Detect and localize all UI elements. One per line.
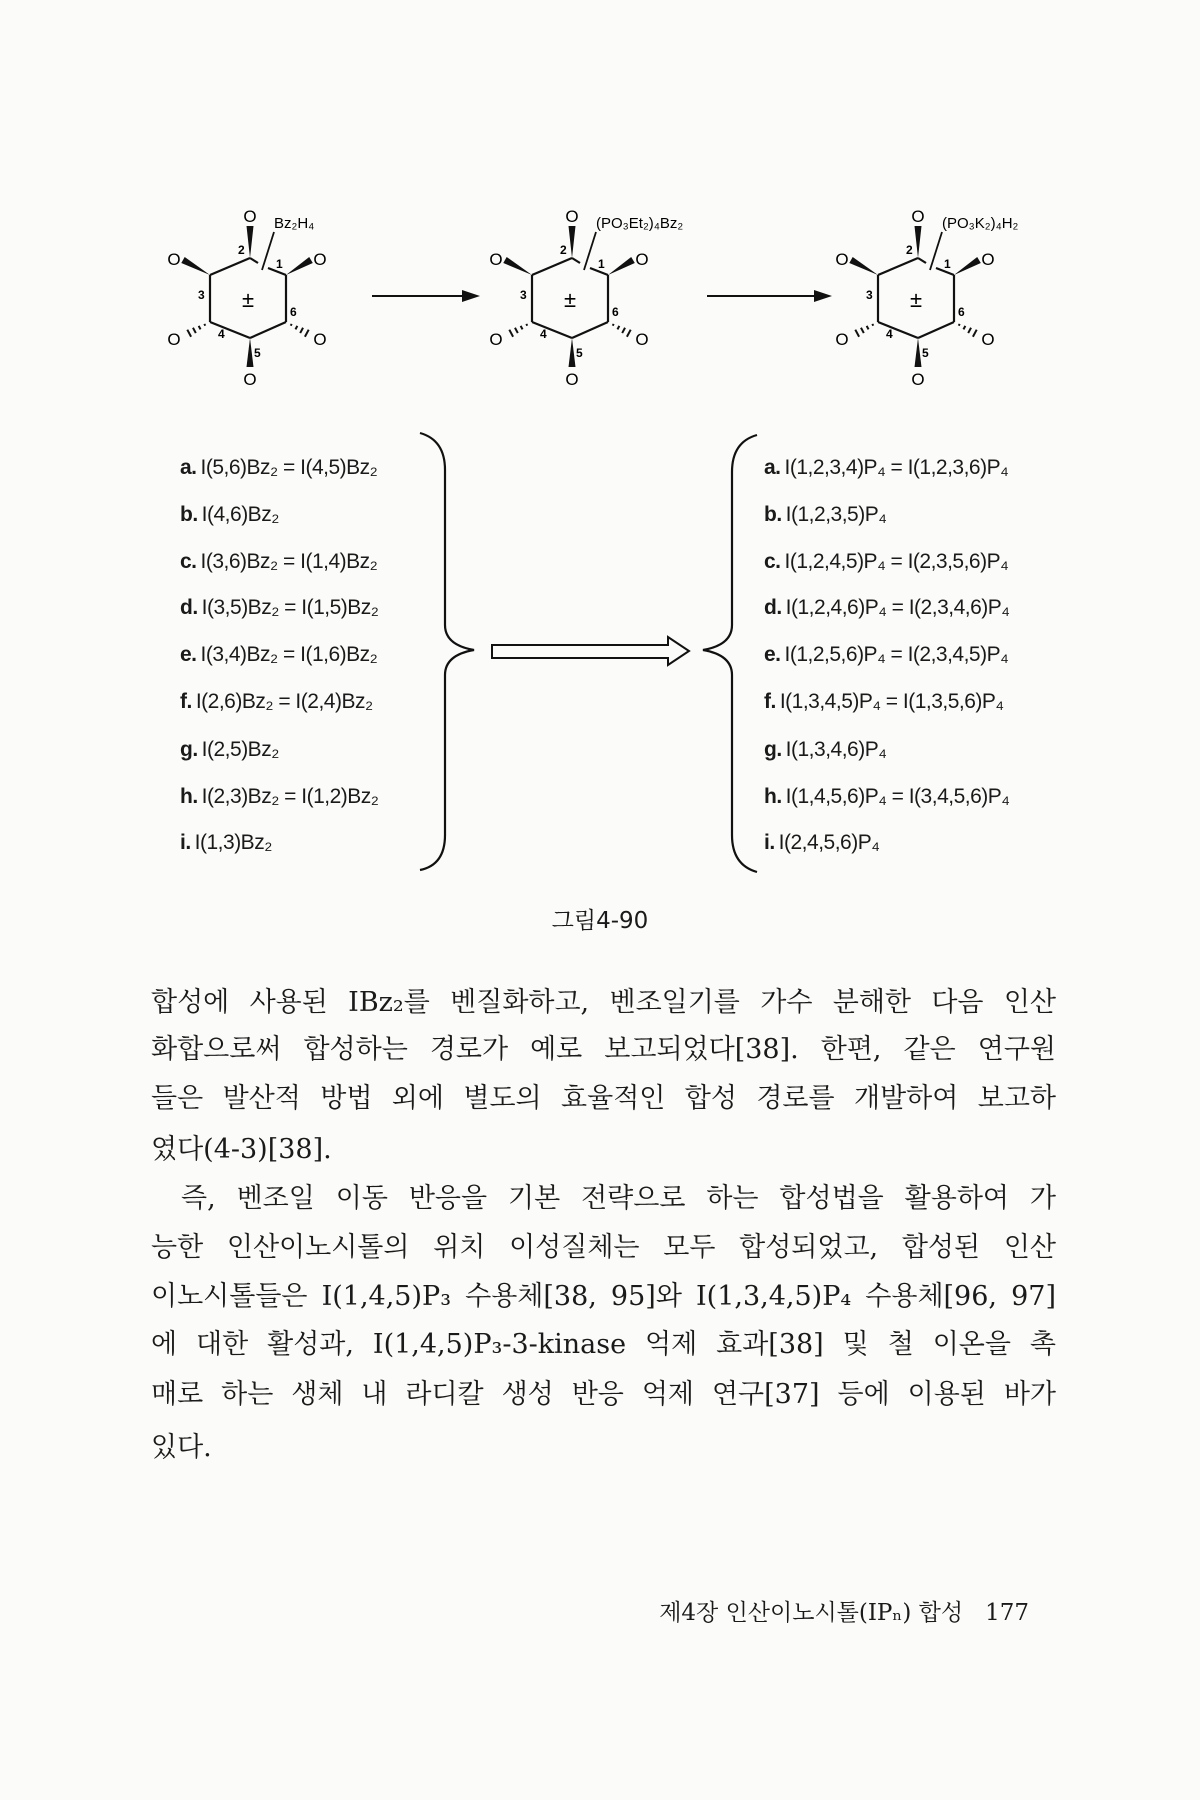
oxygen-atom: O [911, 370, 925, 389]
item-key: g. [764, 738, 782, 761]
list-item [764, 737, 886, 763]
item-key: a. [180, 456, 197, 479]
item-key: h. [180, 785, 198, 808]
oxygen-atom: O [981, 330, 995, 349]
ring-bond [250, 322, 286, 338]
item-formula: I(3,4)Bz₂ = I(1,6)Bz₂ [200, 643, 378, 666]
item-formula: I(2,6)Bz₂ = I(2,4)Bz₂ [195, 690, 373, 713]
oxygen-atom: O [243, 370, 257, 389]
oxygen-atom: O [167, 250, 181, 269]
wedge-bond [608, 257, 635, 275]
list-item [180, 830, 272, 856]
oxygen-atom: O [835, 250, 849, 269]
item-formula: I(1,2,3,4)P₄ = I(1,2,3,6)P₄ [784, 456, 1009, 479]
oxygen-atom: O [489, 250, 503, 269]
ring-bond [918, 322, 954, 338]
oxygen-atom: O [981, 250, 995, 269]
hash-bond [872, 324, 873, 326]
item-key: a. [764, 456, 781, 479]
item-formula: I(1,2,4,6)P₄ = I(2,3,4,6)P₄ [785, 596, 1010, 619]
wedge-bond [247, 338, 254, 367]
ring-bond [210, 322, 250, 338]
hash-bond [613, 324, 614, 326]
item-key: e. [764, 643, 781, 666]
position-number: 1 [276, 257, 283, 271]
wedge-bond [569, 226, 576, 258]
hash-bond [963, 326, 965, 330]
wedge-bond [247, 226, 254, 258]
text-line: 있다. [151, 1432, 212, 1463]
list-item [180, 595, 378, 621]
oxygen-atom: O [635, 330, 649, 349]
ring-bond [878, 258, 918, 275]
item-formula: I(1,3,4,5)P₄ = I(1,3,5,6)P₄ [779, 690, 1004, 713]
position-number: 2 [906, 243, 913, 257]
hash-bond [867, 326, 869, 330]
list-item [180, 502, 279, 528]
item-key: c. [180, 550, 197, 573]
item-formula: I(2,5)Bz₂ [201, 738, 279, 761]
inositol-structure [167, 207, 326, 389]
running-title: 제4장 인산이노시톨(IPₙ) 합성 [659, 1600, 964, 1626]
item-formula: I(1,2,4,5)P₄ = I(2,3,5,6)P₄ [784, 550, 1009, 573]
position-number: 5 [922, 346, 929, 360]
hash-bond [855, 330, 859, 337]
racemic-symbol: ± [563, 287, 577, 312]
position-number: 3 [520, 288, 527, 302]
position-number: 6 [612, 305, 619, 319]
item-formula: I(4,6)Bz₂ [201, 503, 279, 526]
item-key: c. [764, 550, 781, 573]
ring-bond [572, 322, 608, 338]
oxygen-atom: O [911, 207, 925, 226]
item-key: h. [764, 785, 782, 808]
list-item [180, 784, 378, 810]
hash-bond [622, 328, 625, 333]
list-item [764, 642, 1008, 668]
substituent-slash [584, 232, 596, 270]
position-number: 6 [290, 305, 297, 319]
oxygen-atom: O [313, 330, 327, 349]
position-number: 4 [218, 327, 225, 341]
list-item [764, 784, 1009, 810]
hash-bond [204, 324, 205, 326]
wedge-bond [181, 257, 210, 275]
racemic-symbol: ± [241, 287, 255, 312]
text-line: 즉, 벤조일 이동 반응을 기본 전략으로 하는 합성법을 활용하여 가 [181, 1183, 1056, 1214]
ring-bond [532, 258, 572, 275]
oxygen-atom: O [313, 250, 327, 269]
substituent-label: (PO₃Et₂)₄Bz₂ [596, 215, 684, 232]
hash-bond [973, 330, 977, 337]
item-formula: I(1,3)Bz₂ [194, 831, 272, 854]
item-key: b. [180, 503, 198, 526]
item-formula: I(1,2,5,6)P₄ = I(2,3,4,5)P₄ [784, 643, 1009, 666]
list-item [764, 689, 1004, 715]
substituent-label: (PO₃K₂)₄H₂ [942, 215, 1019, 232]
inositol-structure [489, 207, 683, 389]
item-key: f. [764, 690, 776, 713]
page-footer [659, 1594, 1029, 1627]
wedge-bond [849, 257, 878, 275]
list-item [764, 830, 879, 856]
text-line: 였다(4-3)[38]. [151, 1134, 332, 1165]
item-formula: I(1,2,3,5)P₄ [785, 503, 887, 526]
text-line: 에 대한 활성과, I(1,4,5)P₃-3-kinase 억제 효과[38] 및 철 이온을 촉 [151, 1329, 1056, 1360]
right-brace [703, 435, 757, 872]
list-item [180, 549, 377, 575]
list-item [180, 737, 279, 763]
figure-caption: 그림4-90 [551, 908, 649, 934]
text-line: 들은 발산적 방법 외에 별도의 효율적인 합성 경로를 개발하여 보고하 [151, 1083, 1056, 1114]
item-formula: I(2,3)Bz₂ = I(1,2)Bz₂ [201, 785, 379, 808]
item-formula: I(3,5)Bz₂ = I(1,5)Bz₂ [201, 596, 379, 619]
hash-bond [617, 326, 619, 330]
item-formula: I(1,3,4,6)P₄ [785, 738, 887, 761]
hash-bond [509, 330, 513, 337]
list-item [180, 689, 373, 715]
item-key: f. [180, 690, 192, 713]
ring-bond [250, 258, 258, 263]
arrowhead-icon [462, 290, 480, 302]
ring-bond [572, 258, 580, 263]
left-brace [420, 433, 474, 870]
item-key: d. [764, 596, 782, 619]
substituent-slash [262, 232, 274, 270]
page-number: 177 [985, 1600, 1029, 1626]
item-formula: I(1,4,5,6)P₄ = I(3,4,5,6)P₄ [785, 785, 1010, 808]
item-formula: I(5,6)Bz₂ = I(4,5)Bz₂ [200, 456, 378, 479]
position-number: 3 [866, 288, 873, 302]
hash-bond [515, 328, 518, 333]
item-formula: I(2,4,5,6)P₄ [778, 831, 880, 854]
oxygen-atom: O [565, 370, 579, 389]
position-number: 1 [944, 257, 951, 271]
position-number: 2 [560, 243, 567, 257]
oxygen-atom: O [167, 330, 181, 349]
hash-bond [968, 328, 971, 333]
hash-bond [300, 328, 303, 333]
ring-bond [918, 258, 926, 263]
wedge-bond [503, 257, 532, 275]
arrowhead-icon [814, 290, 832, 302]
text-line: 이노시톨들은 I(1,4,5)P₃ 수용체[38, 95]와 I(1,3,4,5)P₄ 수용체[96, 97] [151, 1281, 1056, 1312]
position-number: 5 [576, 346, 583, 360]
substituent-slash [930, 232, 942, 270]
position-number: 4 [540, 327, 547, 341]
inositol-structure [835, 207, 1018, 389]
hash-bond [193, 328, 196, 333]
racemic-symbol: ± [909, 287, 923, 312]
list-item [180, 455, 377, 481]
text-line: 합성에 사용된 IBz₂를 벤질화하고, 벤조일기를 가수 분해한 다음 인산 [151, 987, 1056, 1018]
wedge-bond [915, 226, 922, 258]
item-key: g. [180, 738, 198, 761]
wedge-bond [286, 257, 313, 275]
position-number: 6 [958, 305, 965, 319]
hash-bond [521, 326, 523, 330]
list-item [764, 549, 1008, 575]
oxygen-atom: O [565, 207, 579, 226]
wedge-bond [915, 338, 922, 367]
position-number: 2 [238, 243, 245, 257]
substituent-label: Bz₂H₄ [274, 215, 315, 232]
ring-bond [532, 322, 572, 338]
hash-bond [959, 324, 960, 326]
item-key: e. [180, 643, 197, 666]
hash-bond [187, 330, 191, 337]
position-number: 5 [254, 346, 261, 360]
hash-bond [295, 326, 297, 330]
position-number: 4 [886, 327, 893, 341]
hash-bond [305, 330, 309, 337]
hash-bond [199, 326, 201, 330]
hash-bond [861, 328, 864, 333]
text-line: 매로 하는 생체 내 라디칼 생성 반응 억제 연구[37] 등에 이용된 바가 [151, 1379, 1056, 1410]
position-number: 1 [598, 257, 605, 271]
ring-bond [210, 258, 250, 275]
item-key: i. [764, 831, 775, 854]
list-item [764, 595, 1009, 621]
oxygen-atom: O [835, 330, 849, 349]
wedge-bond [569, 338, 576, 367]
text-line: 능한 인산이노시톨의 위치 이성질체는 모두 합성되었고, 합성된 인산 [151, 1232, 1056, 1263]
item-key: b. [764, 503, 782, 526]
list-item [764, 455, 1008, 481]
oxygen-atom: O [489, 330, 503, 349]
text-line: 화합으로써 합성하는 경로가 예로 보고되었다[38]. 한편, 같은 연구원 [151, 1034, 1056, 1065]
item-key: d. [180, 596, 198, 619]
oxygen-atom: O [635, 250, 649, 269]
oxygen-atom: O [243, 207, 257, 226]
item-key: i. [180, 831, 191, 854]
hash-bond [526, 324, 527, 326]
conversion-arrow-icon [492, 637, 689, 665]
item-formula: I(3,6)Bz₂ = I(1,4)Bz₂ [200, 550, 378, 573]
hash-bond [627, 330, 631, 337]
list-item [180, 642, 377, 668]
position-number: 3 [198, 288, 205, 302]
wedge-bond [954, 257, 981, 275]
hash-bond [291, 324, 292, 326]
list-item [764, 502, 886, 528]
ring-bond [878, 322, 918, 338]
